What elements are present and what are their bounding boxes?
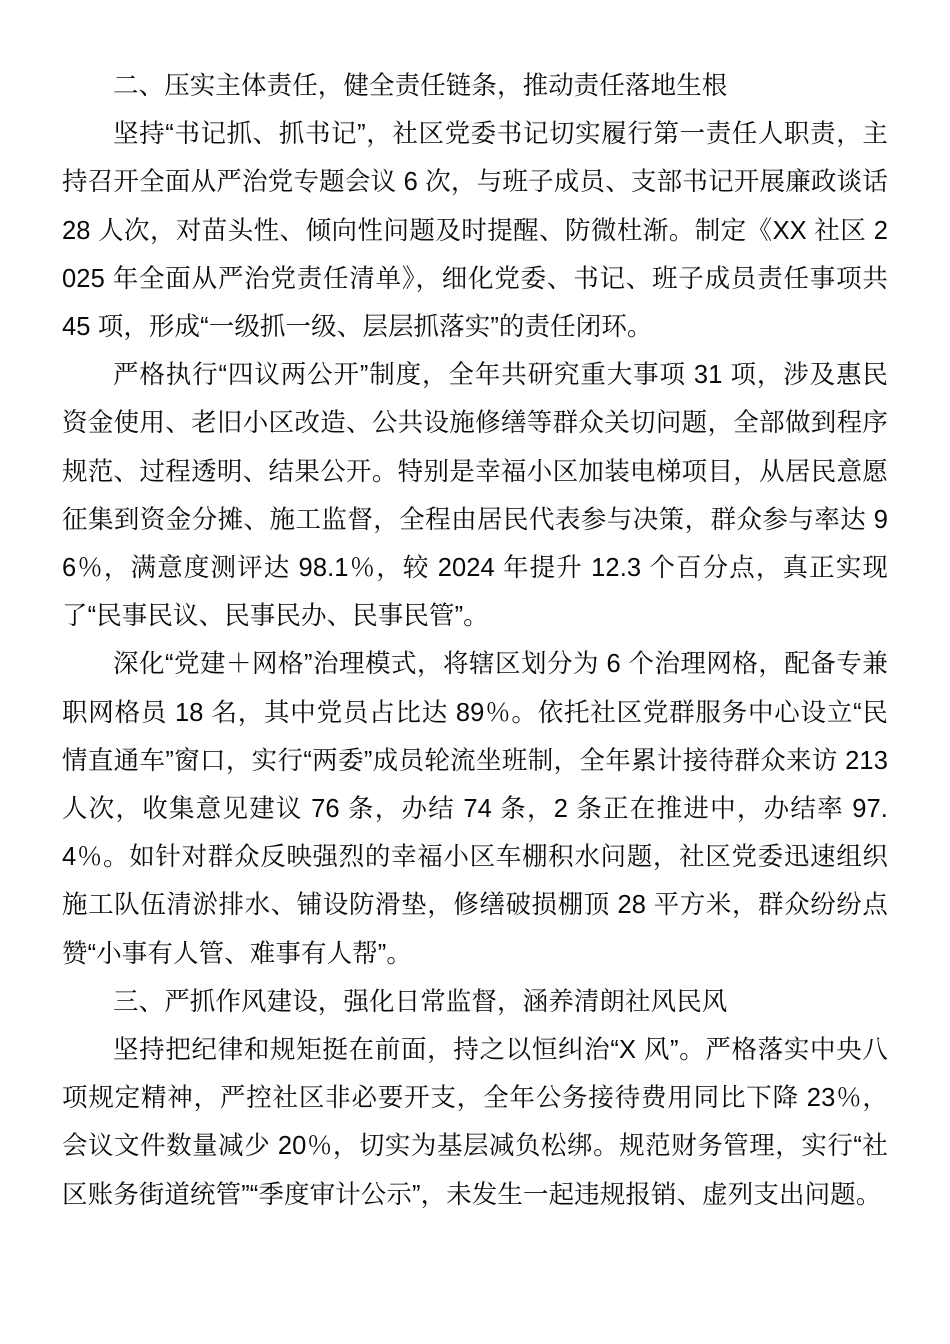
section-heading-two: 二、压实主体责任，健全责任链条，推动责任落地生根 bbox=[113, 72, 728, 100]
paragraph-work-style-supervision: 坚持把纪律和规矩挺在前面，持之以恒纠治“X 风”。严格落实中央八项规定精神，严控社区非必要开支，全年公务接待费用同比下降 23％，会议文件数量减少 20％，切实为基层减负松绑。规范财务管理，实行“社区账务街道统管”“季度审计公示”，未发生一起违规报销、虚列支出问题。 bbox=[62, 1036, 888, 1209]
paragraph-party-building-grid: 深化“党建＋网格”治理模式，将辖区划分为 6 个治理网格，配备专兼职网格员 18 名，其中党员占比达 89％。依托社区党群服务中心设立“民情直通车”窗口，实行“两委”成员轮流坐班制，全年累计接待群众来访 213 人次，收集意见建议 76 条，办结 74 条，2 条正在推进中，办结率 97.4％。如针对群众反映强烈的幸福小区车棚积水问题，社区党委迅速组织施工队伍清淤排水、铺设防滑垫，修缮破损棚顶 28 平方米，群众纷纷点赞“小事有人管、难事有人帮”。 bbox=[62, 650, 888, 968]
section-heading-three: 三、严抓作风建设，强化日常监督，涵养清朗社风民风 bbox=[113, 987, 728, 1016]
document-body bbox=[62, 62, 888, 1219]
paragraph-responsibility-system: 坚持“书记抓、抓书记”，社区党委书记切实履行第一责任人职责，主持召开全面从严治党专题会议 6 次，与班子成员、支部书记开展廉政谈话 28 人次，对苗头性、倾向性问题及时提醒、防微杜渐。制定《XX 社区 2025 年全面从严治党责任清单》，细化党委、书记、班子成员责任事项共 45 项，形成“一级抓一级、层层抓落实”的责任闭环。 bbox=[62, 120, 888, 342]
paragraph-four-discussions-two-disclosures: 严格执行“四议两公开”制度，全年共研究重大事项 31 项，涉及惠民资金使用、老旧小区改造、公共设施修缮等群众关切问题，全部做到程序规范、过程透明、结果公开。特别是幸福小区加装电梯项目，从居民意愿征集到资金分摊、施工监督，全程由居民代表参与决策，群众参与率达 96％，满意度测评达 98.1％，较 2024 年提升 12.3 个百分点，真正实现了“民事民议、民事民办、民事民管”。 bbox=[62, 361, 888, 631]
